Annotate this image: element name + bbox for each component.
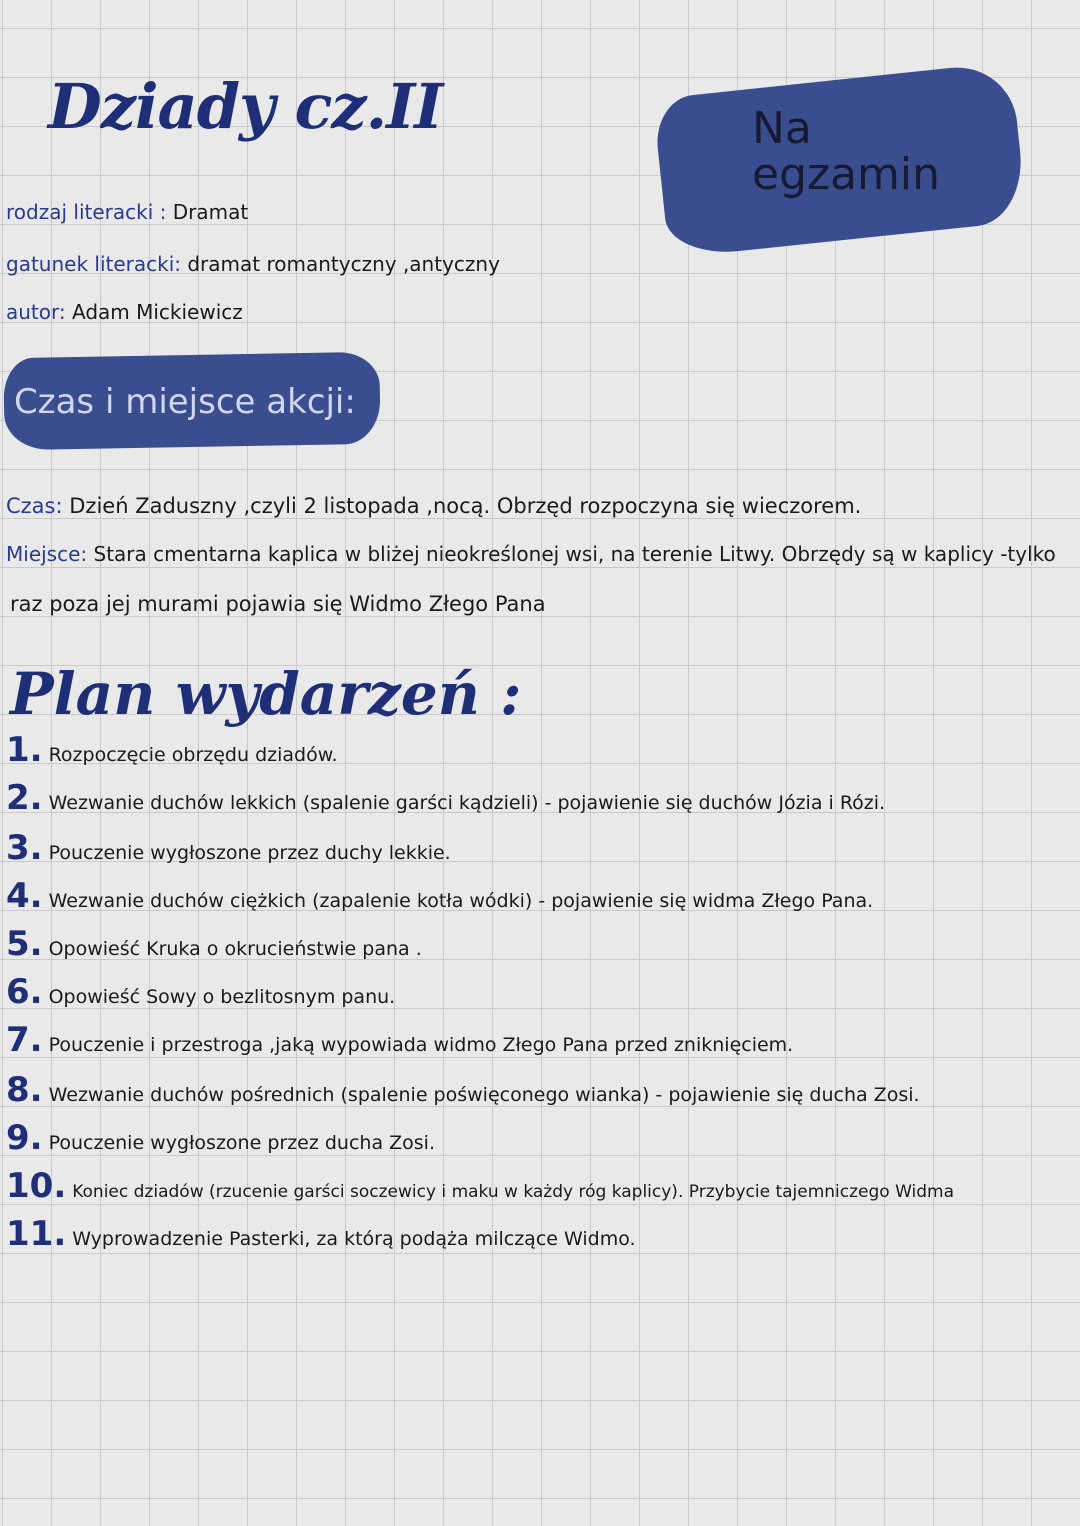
rodzaj-label: rodzaj literacki :	[6, 200, 167, 224]
gatunek-value: dramat romantyczny ,antyczny	[187, 252, 500, 276]
meta-gatunek	[6, 252, 500, 276]
list-item: 7. Pouczenie i przestroga ,jaką wypowiada widmo Złego Pana przed zniknięciem.	[6, 1020, 794, 1060]
autor-value: Adam Mickiewicz	[71, 300, 243, 324]
page-title: Dziady cz.II	[48, 70, 443, 143]
list-item: 3. Pouczenie wygłoszone przez duchy lekkie.	[6, 828, 451, 868]
exam-note: Na egzamin	[752, 103, 941, 200]
list-item: 4. Wezwanie duchów ciężkich (zapalenie kotła wódki) - pojawienie się widma Złego Pana.	[6, 876, 874, 916]
czas-label: Czas:	[6, 494, 63, 518]
czas-heading: Czas i miejsce akcji:	[14, 382, 356, 422]
miejsce-text-1: Stara cmentarna kaplica w bliżej nieokreślonej wsi, na terenie Litwy. Obrzędy są w kaplicy -tylko	[93, 542, 1056, 566]
czas-line	[6, 494, 861, 518]
miejsce-label: Miejsce:	[6, 542, 88, 566]
list-item: 6. Opowieść Sowy o bezlitosnym panu.	[6, 972, 396, 1012]
list-item: 2. Wezwanie duchów lekkich (spalenie garści kądzieli) - pojawienie się duchów Józia i Rózi.	[6, 778, 886, 818]
gatunek-label: gatunek literacki:	[6, 252, 181, 276]
list-item: 1. Rozpoczęcie obrzędu dziadów.	[6, 730, 338, 770]
rodzaj-value: Dramat	[172, 200, 249, 224]
miejsce-line	[6, 542, 1056, 566]
czas-text: Dzień Zaduszny ,czyli 2 listopada ,nocą. Obrzęd rozpoczyna się wieczorem.	[69, 494, 862, 518]
plan-heading: Plan wydarzeń :	[10, 660, 522, 728]
list-item: 10. Koniec dziadów (rzucenie garści soczewicy i maku w każdy róg kaplicy). Przybycie tajemniczego Widma	[6, 1166, 955, 1206]
list-item: 11. Wyprowadzenie Pasterki, za którą podąża milczące Widmo.	[6, 1214, 636, 1254]
autor-label: autor:	[6, 300, 66, 324]
list-item: 5. Opowieść Kruka o okrucieństwie pana .	[6, 924, 422, 964]
miejsce-line-2	[10, 592, 546, 616]
list-item: 8. Wezwanie duchów pośrednich (spalenie poświęconego wianka) - pojawienie się ducha Zosi.	[6, 1070, 920, 1110]
meta-autor	[6, 300, 243, 324]
miejsce-text-2: raz poza jej murami pojawia się Widmo Złego Pana	[10, 592, 546, 616]
list-item: 9. Pouczenie wygłoszone przez ducha Zosi.	[6, 1118, 435, 1158]
meta-rodzaj	[6, 200, 248, 224]
